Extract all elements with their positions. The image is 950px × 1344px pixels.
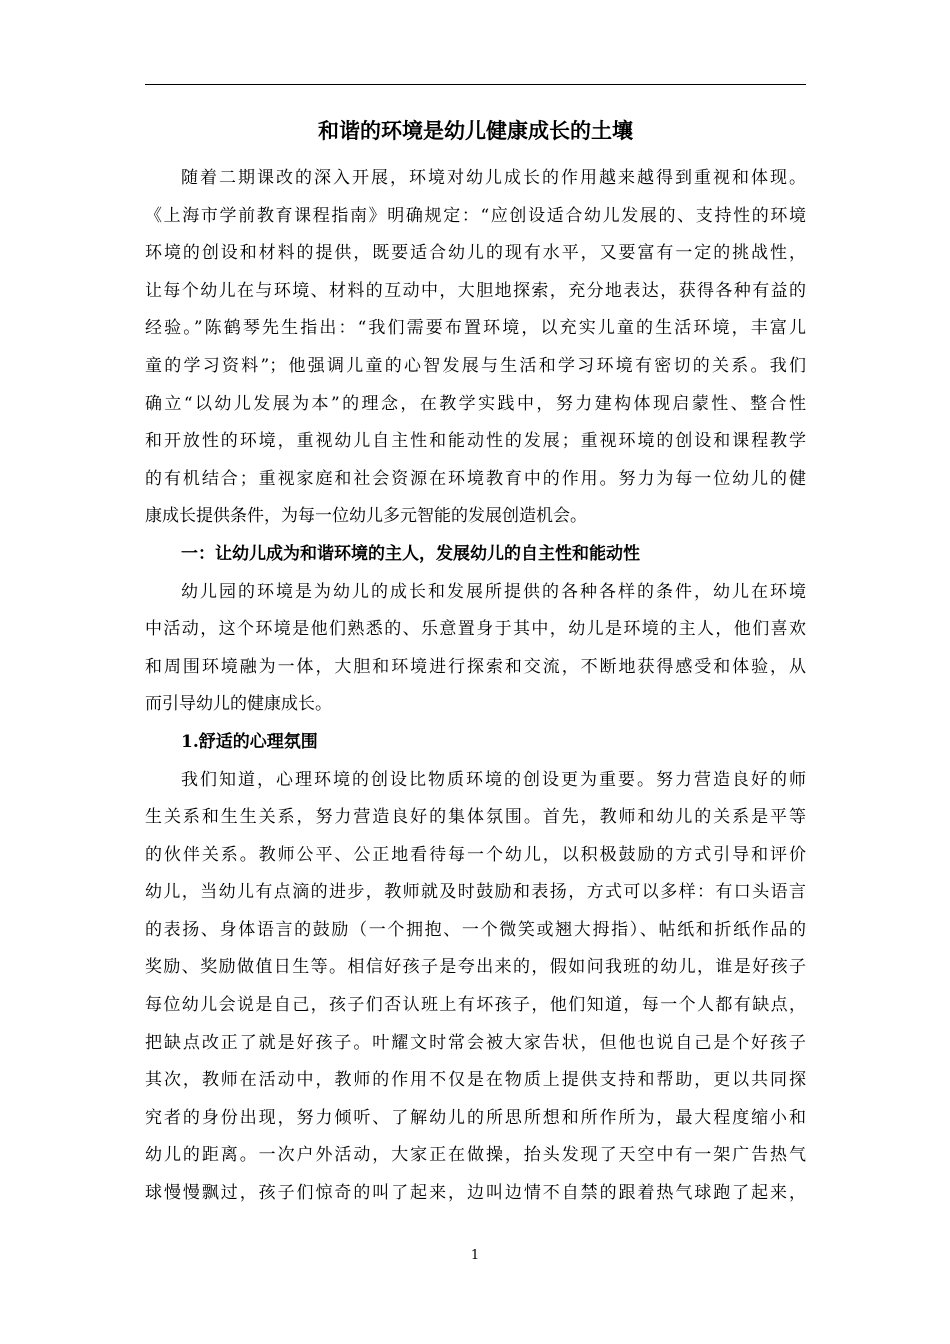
paragraph-line: 康成长提供条件，为每一位幼儿多元智能的发展创造机会。 bbox=[145, 506, 587, 527]
paragraph-line: 《上海市学前教育课程指南》明确规定：“应创设适合幼儿发展的、支持性的环境 bbox=[145, 205, 806, 226]
subsection-heading: 1.舒适的心理氛围 bbox=[181, 731, 318, 752]
paragraph-line: 和周围环境融为一体，大胆和环境进行探索和交流，不断地获得感受和体验，从 bbox=[145, 656, 806, 677]
paragraph-line: 童的学习资料”；他强调儿童的心智发展与生活和学习环境有密切的关系。我们 bbox=[145, 355, 806, 376]
paragraph-line: 生关系和生生关系，努力营造良好的集体氛围。首先，教师和幼儿的关系是平等 bbox=[145, 807, 806, 828]
section-heading: 一：让幼儿成为和谐环境的主人，发展幼儿的自主性和能动性 bbox=[181, 543, 640, 564]
paragraph-line: 中活动，这个环境是他们熟悉的、乐意置身于其中，幼儿是环境的主人，他们喜欢 bbox=[145, 619, 806, 640]
paragraph-line: 随着二期课改的深入开展，环境对幼儿成长的作用越来越得到重视和体现。 bbox=[181, 168, 806, 188]
paragraph-line: 和开放性的环境，重视幼儿自主性和能动性的发展；重视环境的创设和课程教学 bbox=[145, 431, 806, 452]
paragraph-line: 其次，教师在活动中，教师的作用不仅是在物质上提供支持和帮助，更以共同探 bbox=[145, 1070, 806, 1091]
paragraph-line: 把缺点改正了就是好孩子。叶耀文时常会被大家告状，但他也说自己是个好孩子 bbox=[145, 1032, 806, 1053]
paragraph-line: 环境的创设和材料的提供，既要适合幼儿的现有水平，又要富有一定的挑战性， bbox=[145, 243, 806, 264]
document-body bbox=[145, 160, 806, 1213]
paragraph-line: 的有机结合；重视家庭和社会资源在环境教育中的作用。努力为每一位幼儿的健 bbox=[145, 468, 806, 489]
paragraph-line: 幼儿园的环境是为幼儿的成长和发展所提供的各种各样的条件，幼儿在环境 bbox=[181, 581, 806, 602]
header-rule bbox=[145, 84, 806, 85]
document-title: 和谐的环境是幼儿健康成长的土壤 bbox=[318, 118, 633, 143]
page-number: 1 bbox=[470, 1248, 480, 1263]
paragraph-line: 每位幼儿会说是自己，孩子们否认班上有坏孩子，他们知道，每一个人都有缺点， bbox=[145, 995, 806, 1016]
paragraph-line: 让每个幼儿在与环境、材料的互动中，大胆地探索，充分地表达，获得各种有益的 bbox=[145, 280, 806, 301]
paragraph-line: 我们知道，心理环境的创设比物质环境的创设更为重要。努力营造良好的师 bbox=[181, 769, 806, 790]
paragraph-line: 的伙伴关系。教师公平、公正地看待每一个幼儿，以积极鼓励的方式引导和评价 bbox=[145, 844, 806, 865]
paragraph-line: 的表扬、身体语言的鼓励（一个拥抱、一个微笑或翘大拇指）、帖纸和折纸作品的 bbox=[145, 919, 806, 940]
paragraph-line: 球慢慢飘过，孩子们惊奇的叫了起来，边叫边情不自禁的跟着热气球跑了起来， bbox=[145, 1183, 806, 1204]
paragraph-line: 经验。”陈鹤琴先生指出：“我们需要布置环境，以充实儿童的生活环境，丰富儿 bbox=[145, 318, 806, 339]
paragraph-line: 幼儿，当幼儿有点滴的进步，教师就及时鼓励和表扬，方式可以多样：有口头语言 bbox=[145, 882, 806, 903]
paragraph-line: 确立“以幼儿发展为本”的理念，在教学实践中，努力建构体现启蒙性、整合性 bbox=[145, 393, 806, 414]
paragraph-line: 究者的身份出现，努力倾听、了解幼儿的所思所想和所作所为，最大程度缩小和 bbox=[145, 1107, 806, 1128]
paragraph-line: 奖励、奖励做值日生等。相信好孩子是夸出来的，假如问我班的幼儿，谁是好孩子 bbox=[145, 957, 806, 978]
paragraph-line: 幼儿的距离。一次户外活动，大家正在做操，抬头发现了天空中有一架广告热气 bbox=[145, 1145, 806, 1166]
paragraph-line: 而引导幼儿的健康成长。 bbox=[145, 694, 332, 715]
